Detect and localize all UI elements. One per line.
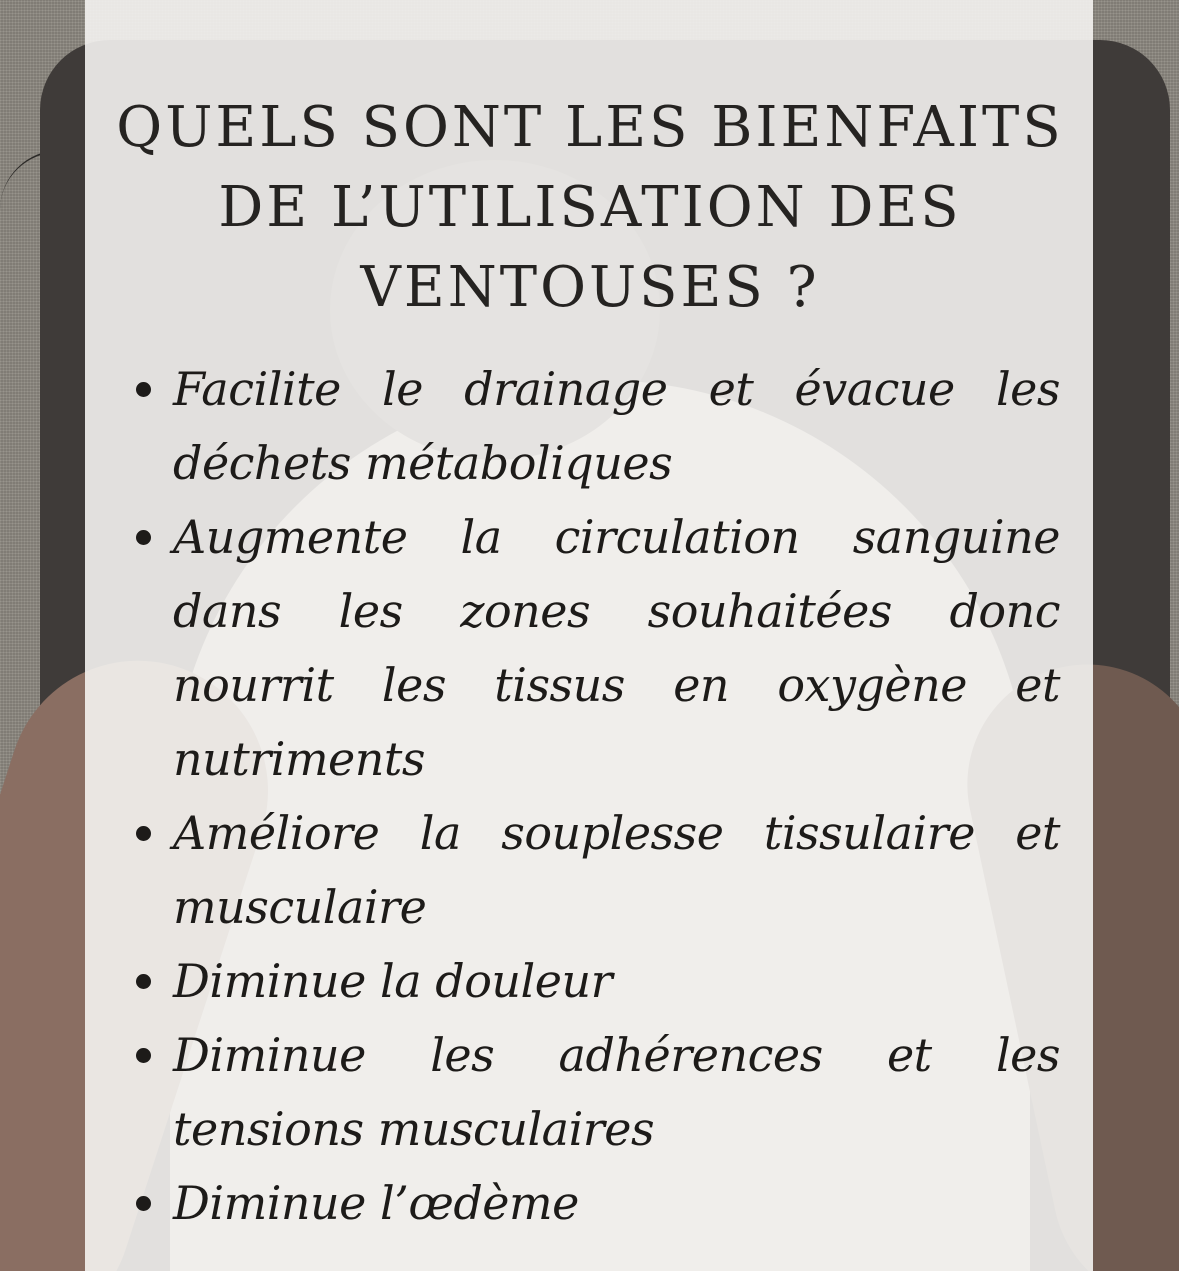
list-item [130, 500, 1060, 796]
list-item-text: Diminue l’œdème [173, 1176, 579, 1230]
list-item [130, 352, 1060, 500]
disc-bullet-icon [136, 826, 151, 841]
list-item-text: Diminue la douleur [173, 954, 613, 1008]
title-line: DE L’UTILISATION DES [218, 175, 962, 240]
disc-bullet-icon [136, 530, 151, 545]
list-item-text: Augmente la circulation sanguine dans les zones souhaitées donc nourrit les tissus en oxygène et nutriments [173, 510, 1060, 786]
list-item-text: Améliore la souplesse tissulaire et musculaire [173, 806, 1060, 934]
list-item [130, 944, 1060, 1018]
disc-bullet-icon [136, 382, 151, 397]
disc-bullet-icon [136, 974, 151, 989]
disc-bullet-icon [136, 1048, 151, 1063]
list-item [130, 1018, 1060, 1166]
benefits-list [130, 352, 1060, 1240]
list-item-text: Facilite le drainage et évacue les déchets métaboliques [173, 362, 1060, 490]
list-item-text: Diminue les adhérences et les tensions musculaires [173, 1028, 1060, 1156]
disc-bullet-icon [136, 1196, 151, 1211]
title-line: VENTOUSES ? [360, 255, 820, 320]
title-line: QUELS SONT LES BIENFAITS [116, 95, 1064, 160]
page-title [110, 88, 1070, 328]
list-item [130, 796, 1060, 944]
list-item [130, 1166, 1060, 1240]
